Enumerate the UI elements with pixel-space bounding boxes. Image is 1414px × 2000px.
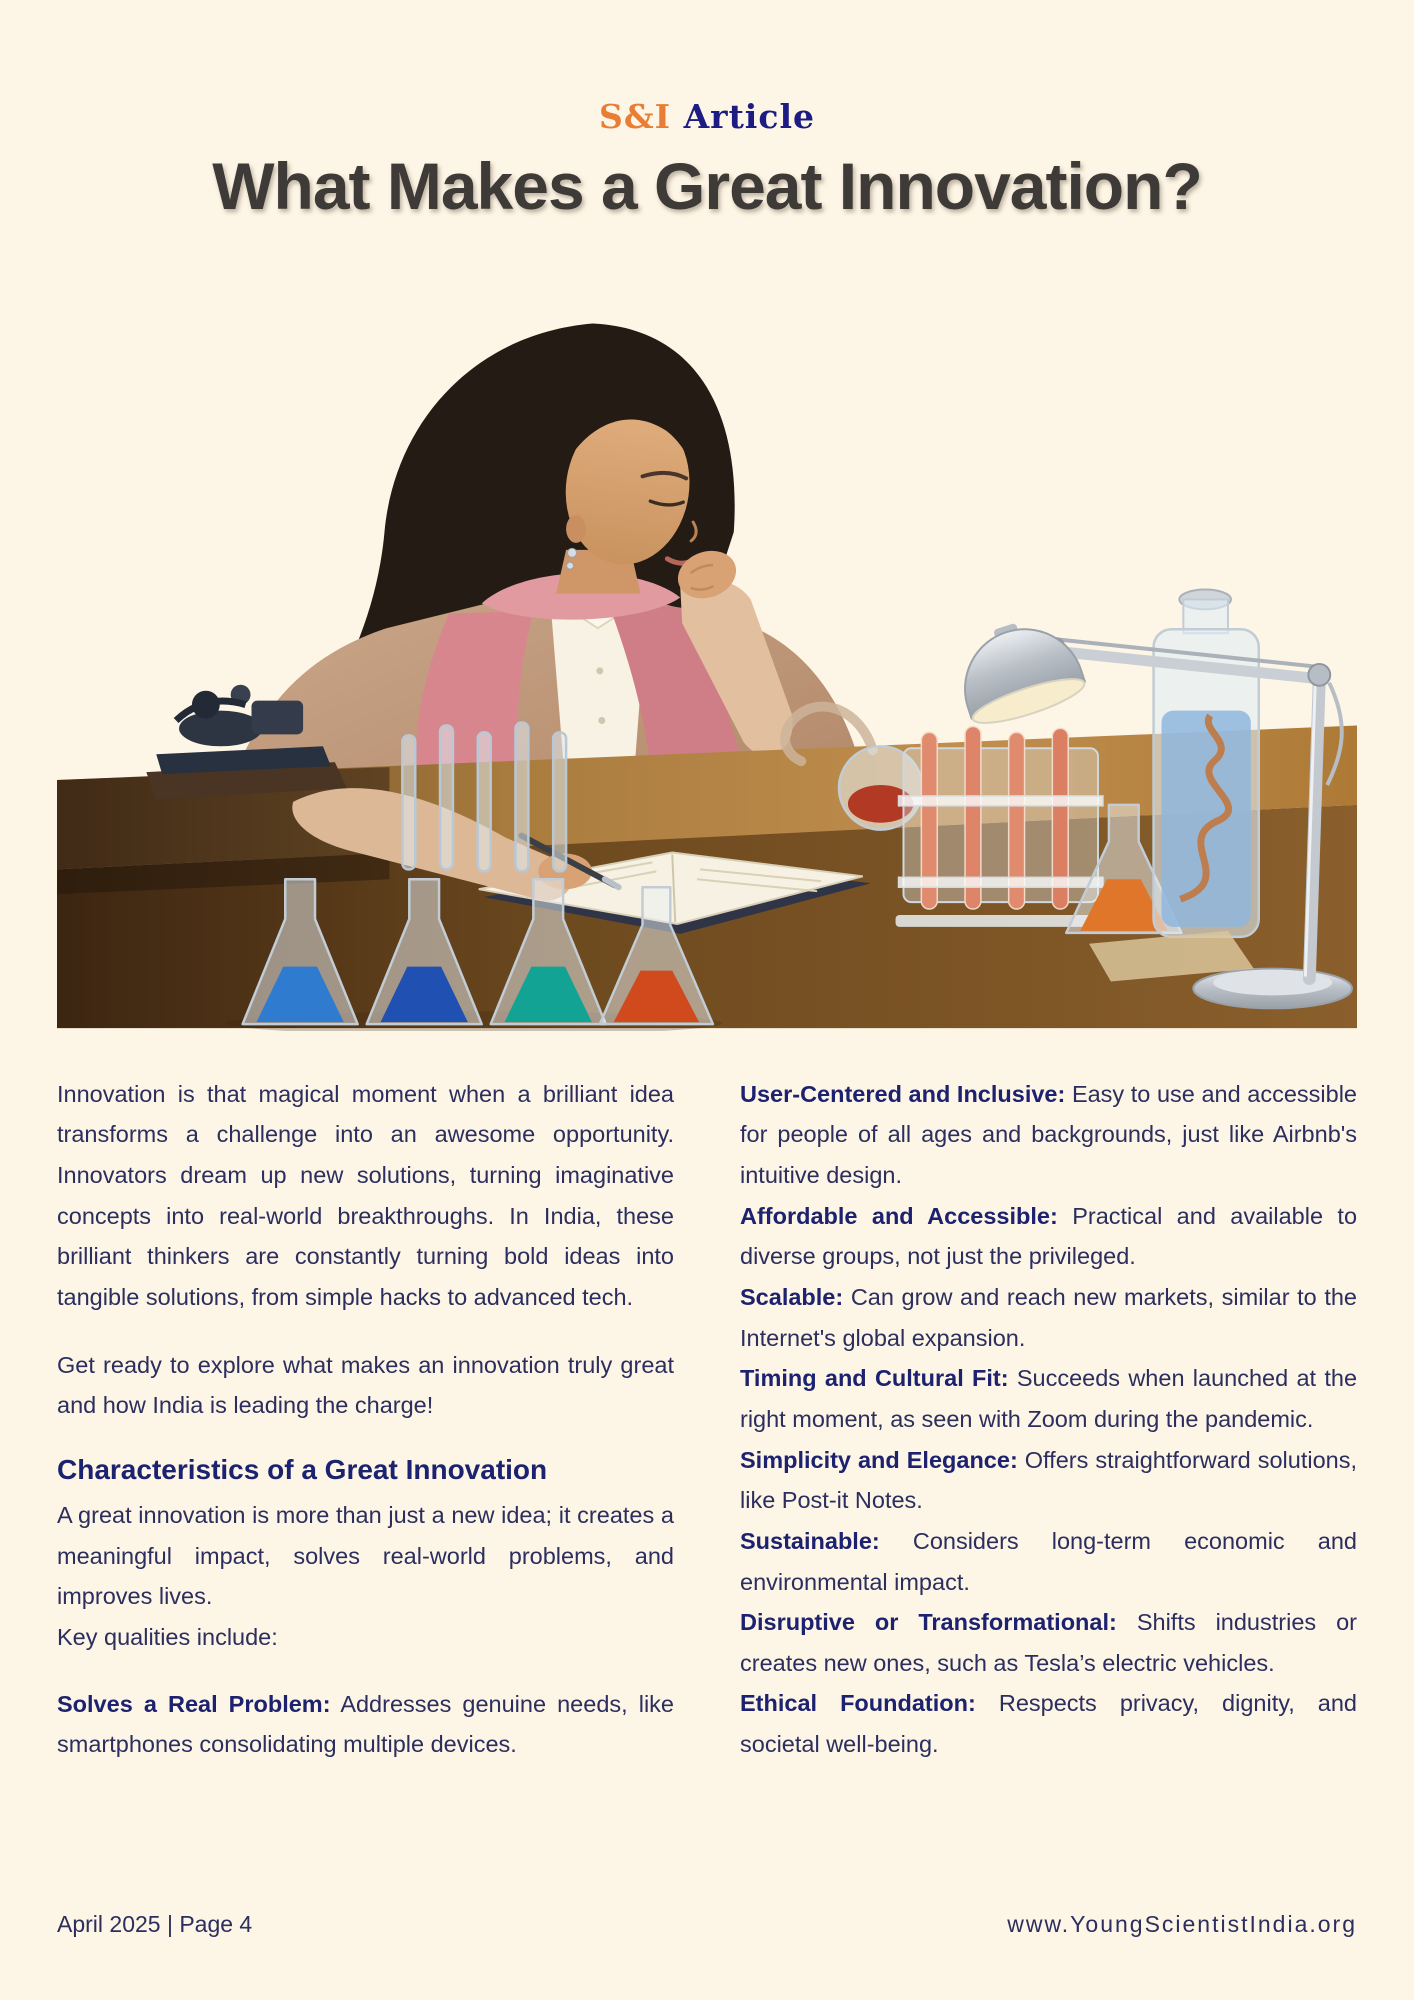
kicker-brand: S&I bbox=[599, 97, 672, 136]
key-qualities-label: Key qualities include: bbox=[57, 1623, 278, 1650]
quality-text: Offers straightforward solutions, like Post-it Notes. bbox=[740, 1446, 1358, 1514]
quality-text: Addresses genuine needs, like smartphones consolidating multiple devices. bbox=[57, 1690, 674, 1758]
quality-text: Considers long-term economic and environmental impact. bbox=[740, 1527, 1357, 1595]
footer-website: www.YoungScientistIndia.org bbox=[1007, 1911, 1357, 1937]
quality-lead: Scalable: bbox=[740, 1284, 844, 1311]
quality-item bbox=[740, 1602, 1357, 1683]
quality-lead: Simplicity and Elegance: bbox=[740, 1446, 1018, 1473]
hero-image bbox=[57, 281, 1357, 1031]
cylinder-vessel bbox=[1154, 589, 1259, 936]
quality-lead: User-Centered and Inclusive: bbox=[740, 1080, 1066, 1107]
quality-lead: Disruptive or Transformational: bbox=[740, 1609, 1117, 1636]
quality-item bbox=[740, 1277, 1357, 1358]
quality-lead: Sustainable: bbox=[740, 1527, 880, 1554]
intro-paragraph-1: Innovation is that magical moment when a brilliant idea transforms a challenge into an awesome opportunity. Innovators dream up new solutions, turning imaginative concepts into real-world breakthroughs. In India, these brilliant thinkers are constantly turning bold ideas into tangible solutions, from simple hacks to advanced tech. bbox=[57, 1080, 674, 1311]
article-kicker bbox=[57, 97, 1357, 136]
quality-item bbox=[740, 1521, 1357, 1602]
quality-text: Respects privacy, dignity, and societal well-being. bbox=[740, 1690, 1357, 1758]
quality-text: Succeeds when launched at the right moment, as seen with Zoom during the pandemic. bbox=[740, 1365, 1358, 1432]
quality-text: Shifts industries or creates new ones, such as Tesla’s electric vehicles. bbox=[740, 1609, 1358, 1676]
quality-item bbox=[740, 1358, 1357, 1439]
footer-date-page: April 2025 | Page 4 bbox=[57, 1911, 253, 1937]
page-title: What Makes a Great Innovation? bbox=[212, 149, 1202, 223]
quality-text: Practical and available to diverse groups, not just the privileged. bbox=[740, 1202, 1358, 1270]
quality-item bbox=[740, 1074, 1357, 1196]
intro-paragraph-2: Get ready to explore what makes an innovation truly great and how India is leading the charge! bbox=[57, 1351, 674, 1419]
quality-lead: Solves a Real Problem: bbox=[57, 1690, 331, 1717]
right-column bbox=[740, 1074, 1357, 1765]
quality-lead: Affordable and Accessible: bbox=[740, 1202, 1058, 1229]
quality-item bbox=[57, 1684, 674, 1765]
quality-lead: Ethical Foundation: bbox=[740, 1690, 976, 1717]
quality-item bbox=[740, 1683, 1357, 1764]
page-footer bbox=[57, 1911, 1357, 1938]
quality-text: Easy to use and accessible for people of all ages and backgrounds, just like Airbnb's intuitive design. bbox=[740, 1080, 1358, 1189]
left-column bbox=[57, 1074, 674, 1765]
quality-item bbox=[740, 1196, 1357, 1277]
quality-lead: Timing and Cultural Fit: bbox=[740, 1365, 1009, 1392]
quality-text: Can grow and reach new markets, similar to the Internet's global expansion. bbox=[740, 1284, 1357, 1351]
quality-item bbox=[740, 1440, 1357, 1521]
test-tube-rack bbox=[896, 726, 1106, 926]
article-columns bbox=[57, 1074, 1357, 1765]
kicker-label: Article bbox=[683, 97, 815, 136]
section-heading: Characteristics of a Great Innovation bbox=[57, 1453, 548, 1485]
section-body: A great innovation is more than just a new idea; it creates a meaningful impact, solves real-world problems, and improves lives. bbox=[57, 1501, 674, 1610]
